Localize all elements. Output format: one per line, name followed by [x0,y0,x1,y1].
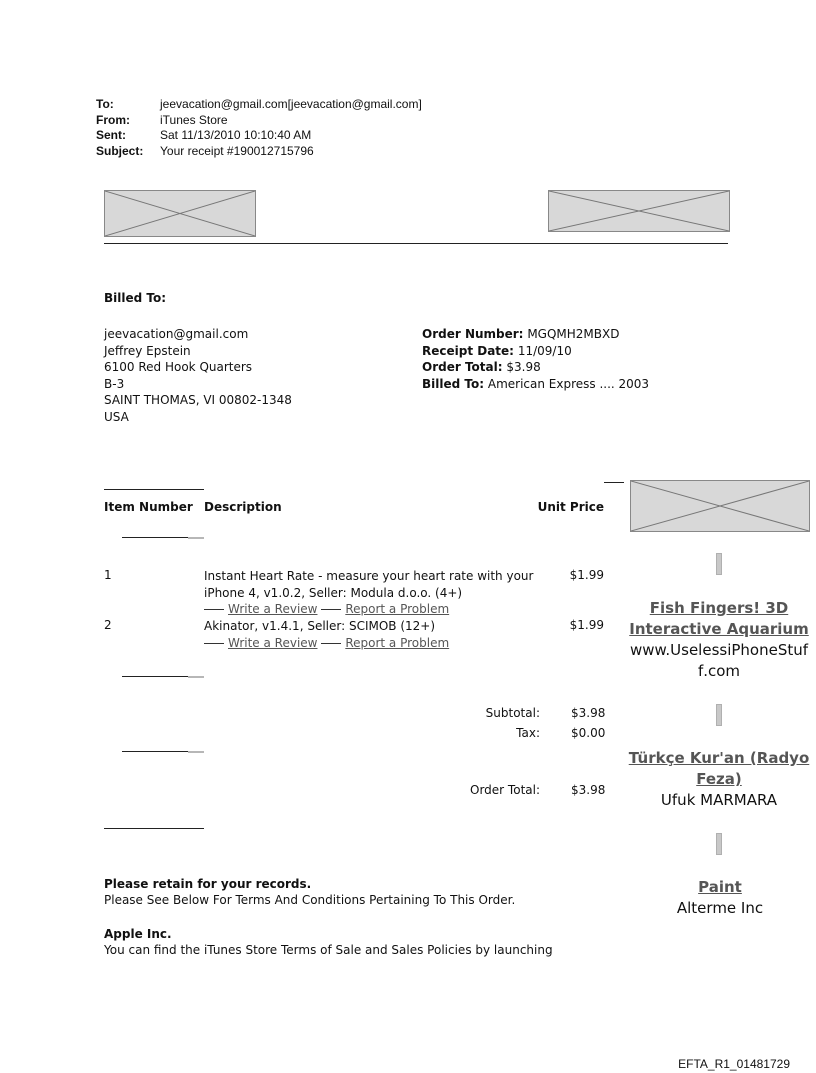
tax-value: $0.00 [571,726,606,740]
item-2-number: 2 [104,618,112,632]
item-2-description [204,618,544,651]
item-1-report-problem-link[interactable]: Report a Problem [345,602,450,617]
row-divider [104,751,204,753]
sidebar-app-1 [628,598,810,682]
image-placeholder-banner [548,190,730,232]
grand-total-label: Order Total: [470,783,540,797]
divider [321,609,341,610]
billing-email: jeevacation@gmail.com [104,327,249,341]
retain-notice: Please retain for your records. [104,877,312,891]
email-header [96,97,422,159]
price-top-rule [604,482,624,483]
billed-to-label: Billed To: [422,376,485,391]
col-unit-price: Unit Price [537,500,604,514]
header-divider [104,243,728,244]
billing-address-line2: B-3 [104,376,125,391]
sent-value: Sat 11/13/2010 10:10:40 AM [160,128,312,142]
item-1-desc-line1: Instant Heart Rate - measure your heart rate with your [204,569,534,583]
to-label: To: [96,97,114,111]
divider [204,643,224,644]
receipt-date: 11/09/10 [517,343,572,358]
order-info [422,326,649,392]
item-1-price: $1.99 [569,568,604,582]
sidebar-app-3 [660,877,780,919]
order-number-label: Order Number: [422,327,524,341]
policy-text: You can find the iTunes Store Terms of Sale and Sales Policies by launching [104,943,553,957]
to-value: jeevacation@gmail.com[jeevacation@gmail.com] [160,97,422,111]
row-divider [104,676,204,678]
item-2-write-review-link[interactable]: Write a Review [228,635,318,650]
billed-to-heading: Billed To: [104,291,167,305]
col-description: Description [204,500,282,514]
document-id: EFTA_R1_01481729 [678,1057,790,1071]
company-name: Apple Inc. [104,927,172,941]
sent-label: Sent: [96,128,126,142]
item-1-desc-line2: iPhone 4, v1.0.2, Seller: Modula d.o.o. (4+) [204,585,463,600]
from-value: iTunes Store [160,112,228,127]
subtotal-value: $3.98 [571,706,606,720]
billing-address [104,326,292,426]
billing-country: USA [104,409,129,424]
col-item-number: Item Number [104,500,193,514]
item-2-price: $1.99 [569,618,604,632]
item-1-number: 1 [104,568,112,582]
receipt-date-label: Receipt Date: [422,343,514,358]
terms-notice: Please See Below For Terms And Conditions Pertaining To This Order. [104,893,516,907]
image-placeholder-ad [630,480,810,532]
table-top-rule [104,489,204,490]
billing-city: SAINT THOMAS, VI 00802-1348 [104,393,292,408]
billing-address-line1: 6100 Red Hook Quarters [104,360,253,375]
separator-bar [716,833,722,855]
subject-value: Your receipt #190012715796 [160,143,314,158]
order-total-label: Order Total: [422,360,503,375]
billing-name: Jeffrey Epstein [104,343,191,358]
order-total: $3.98 [506,360,541,375]
item-1-description [204,568,544,618]
payment-method: American Express .... 2003 [487,376,650,391]
sidebar-app-2 [628,748,810,811]
subject-label: Subject: [96,143,144,158]
image-placeholder-logo [104,190,256,237]
sidebar-app-3-seller: Alterme Inc [676,899,764,917]
sidebar-app-1-seller: www.UselessiPhoneStuff.com [629,641,809,680]
subtotal-label: Subtotal: [485,706,540,720]
separator-bar [716,553,722,575]
tax-label: Tax: [516,726,540,740]
sidebar-app-2-seller: Ufuk MARMARA [660,791,778,809]
sidebar-app-3-title[interactable]: Paint [698,878,742,896]
item-1-write-review-link[interactable]: Write a Review [228,602,318,617]
item-2-report-problem-link[interactable]: Report a Problem [345,635,450,650]
item-2-desc-line1: Akinator, v1.4.1, Seller: SCIMOB (12+) [204,619,436,633]
totals-bottom-rule [104,828,204,829]
divider [321,643,341,644]
sidebar-app-2-title[interactable]: Türkçe Kur'an (Radyo Feza) [628,749,810,788]
row-divider [104,537,204,539]
separator-bar [716,704,722,726]
grand-total-value: $3.98 [571,783,606,797]
from-label: From: [96,112,130,127]
divider [204,609,224,610]
sidebar-app-1-title[interactable]: Fish Fingers! 3D Interactive Aquarium [629,599,809,638]
order-number: MGQMH2MBXD [527,327,620,341]
